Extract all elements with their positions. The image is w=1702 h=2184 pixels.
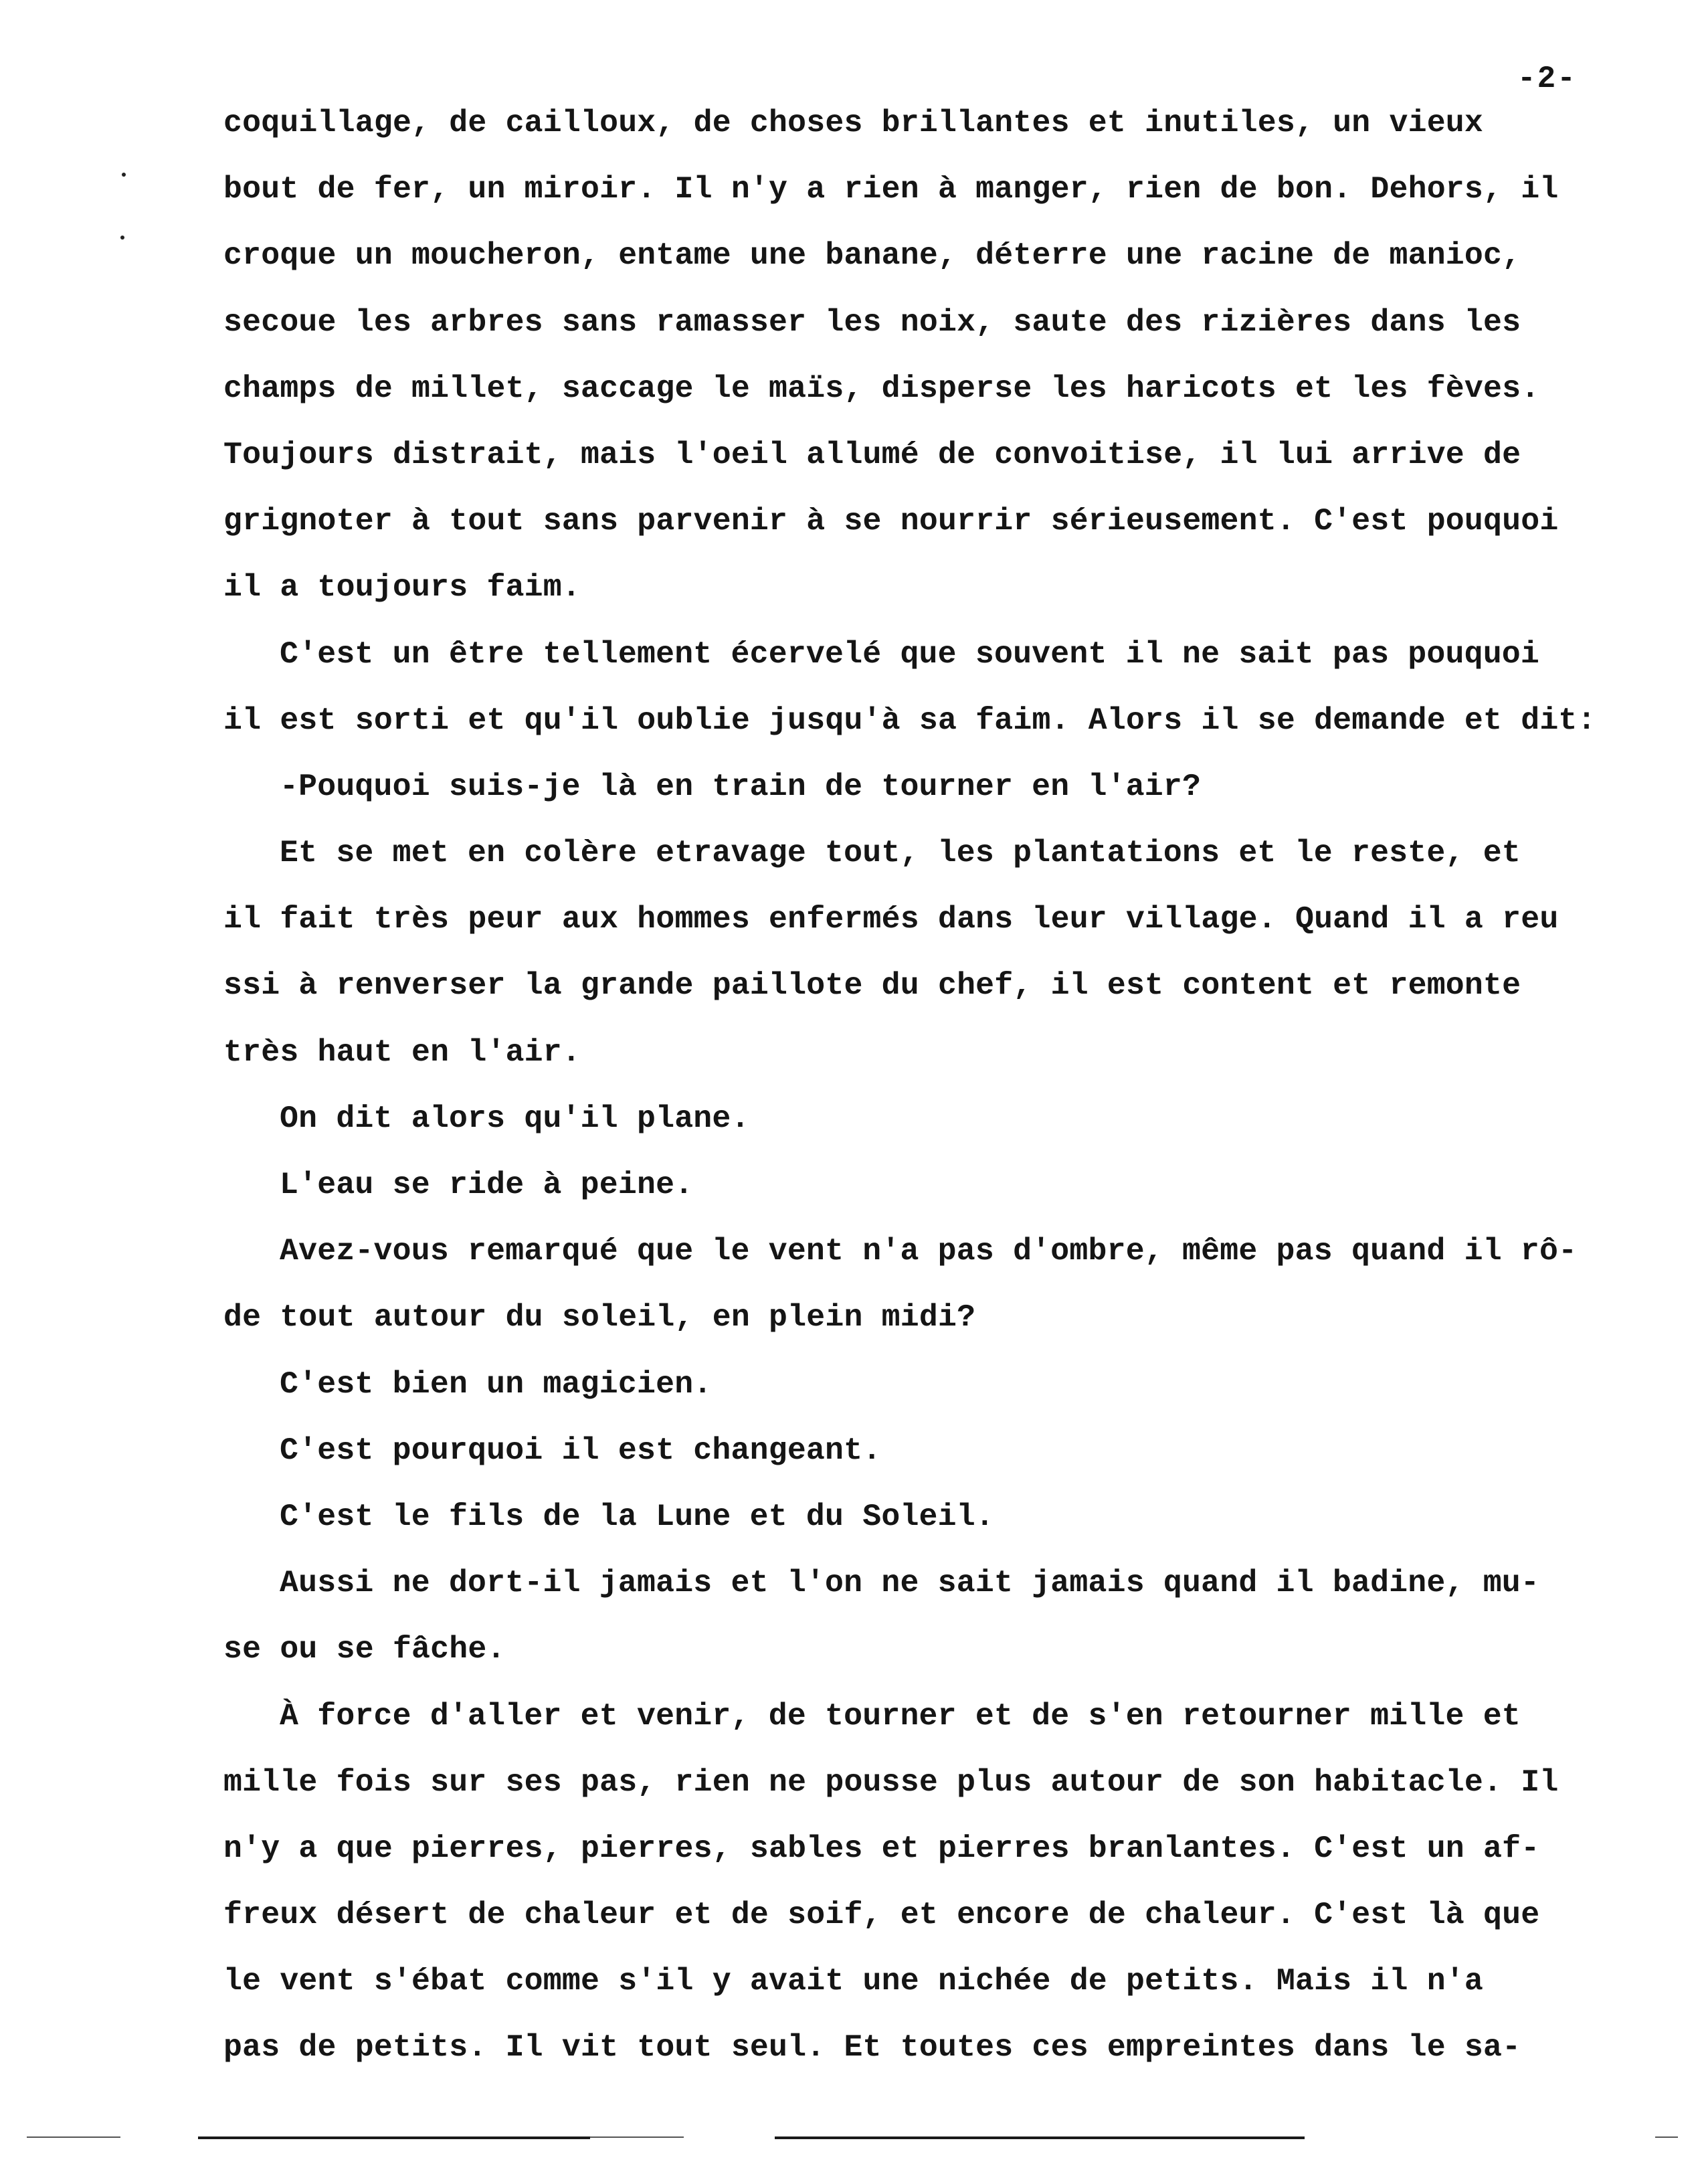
text-line: C'est bien un magicien. [280, 1366, 713, 1402]
text-line: ssi à renverser la grande paillote du chef, il est content et remonte [223, 968, 1521, 1004]
text-line: Toujours distrait, mais l'oeil allumé de convoitise, il lui arrive de [223, 436, 1521, 472]
text-line: freux désert de chaleur et de soif, et encore de chaleur. C'est là que [223, 1897, 1540, 1933]
text-line: C'est un être tellement écervelé que souvent il ne sait pas pouquoi [280, 636, 1540, 672]
text-line: À force d'aller et venir, de tourner et de s'en retourner mille et [280, 1698, 1521, 1734]
text-line: pas de petits. Il vit tout seul. Et toutes ces empreintes dans le sa- [223, 2029, 1521, 2066]
bottom-rule [198, 2136, 590, 2139]
text-line: C'est pourquoi il est changeant. [280, 1432, 882, 1468]
text-line: L'eau se ride à peine. [280, 1167, 694, 1202]
text-line: il a toujours faim. [223, 569, 581, 606]
text-line: de tout autour du soleil, en plein midi? [223, 1299, 976, 1336]
typed-text-body [223, 90, 1682, 2081]
text-line: grignoter à tout sans parvenir à se nourrir sérieusement. C'est pouquoi [223, 503, 1559, 539]
text-line: Aussi ne dort-il jamais et l'on ne sait jamais quand il badine, mu- [280, 1565, 1540, 1601]
text-line: Et se met en colère etravage tout, les plantations et le reste, et [280, 835, 1521, 871]
bottom-rule [590, 2136, 684, 2138]
bottom-rule [27, 2136, 120, 2138]
text-line: On dit alors qu'il plane. [280, 1100, 750, 1136]
text-line: Avez-vous remarqué que le vent n'a pas d'ombre, même pas quand il rô- [280, 1233, 1578, 1269]
text-line: le vent s'ébat comme s'il y avait une nichée de petits. Mais il n'a [223, 1963, 1484, 1999]
text-line: C'est le fils de la Lune et du Soleil. [280, 1498, 994, 1534]
text-line: il est sorti et qu'il oublie jusqu'à sa faim. Alors il se demande et dit: [223, 702, 1596, 738]
margin-mark [122, 173, 126, 177]
text-line: il fait très peur aux hommes enfermés dans leur village. Quand il a reu [223, 901, 1559, 937]
text-line: -Pouquoi suis-je là en train de tourner en l'air? [280, 768, 1202, 804]
margin-mark [120, 236, 124, 240]
text-line: coquillage, de cailloux, de choses brillantes et inutiles, un vieux [223, 105, 1484, 141]
text-line: secoue les arbres sans ramasser les noix, saute des rizières dans les [223, 304, 1521, 340]
text-line: croque un moucheron, entame une banane, déterre une racine de manioc, [223, 238, 1521, 274]
text-line: champs de millet, saccage le maïs, disperse les haricots et les fèves. [223, 370, 1540, 406]
page-number: -2- [1517, 62, 1577, 96]
text-line: très haut en l'air. [223, 1034, 581, 1070]
bottom-rule [775, 2136, 1305, 2139]
text-line: bout de fer, un miroir. Il n'y a rien à manger, rien de bon. Dehors, il [223, 171, 1559, 207]
text-line: se ou se fâche. [223, 1631, 506, 1667]
text-line: n'y a que pierres, pierres, sables et pierres branlantes. C'est un af- [223, 1830, 1540, 1866]
bottom-rule [1655, 2136, 1678, 2138]
text-line: mille fois sur ses pas, rien ne pousse plus autour de son habitacle. Il [223, 1764, 1559, 1800]
